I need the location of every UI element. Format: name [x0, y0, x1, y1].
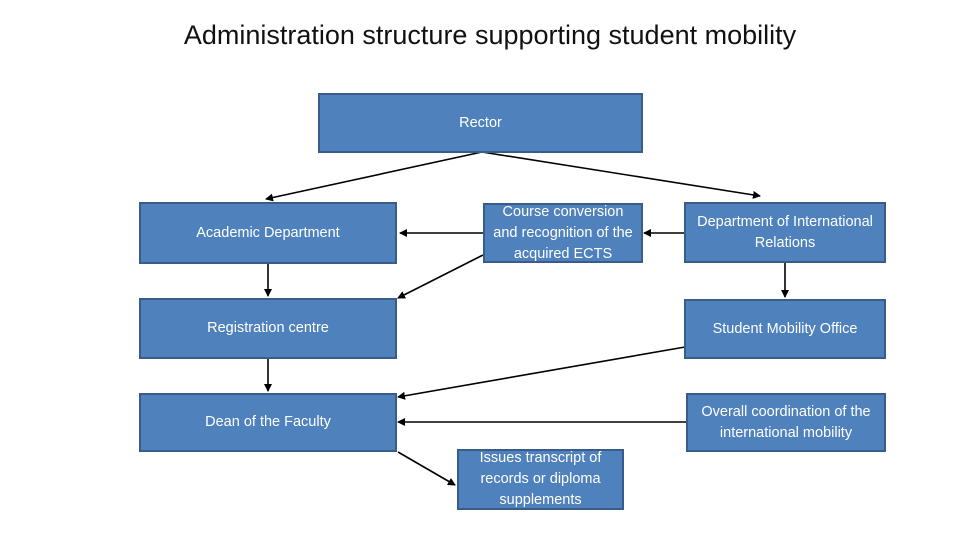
node-rector: [318, 93, 643, 153]
node-student-mobility-office-label: Student Mobility Office: [712, 320, 858, 337]
arrow-rector-to-international: [482, 152, 760, 196]
arrow-dean-to-transcript: [398, 452, 455, 485]
node-student-mobility-office: [684, 299, 886, 359]
node-issues-transcript: [457, 449, 624, 510]
node-course-conversion-label: Course conversion and recognition of the acquired ECTS: [493, 203, 633, 262]
node-registration-centre-label: Registration centre: [207, 320, 329, 336]
node-dean-of-faculty: [139, 393, 397, 452]
diagram-title: Administration structure supporting student mobility: [183, 20, 797, 50]
arrow-rector-to-academic: [266, 152, 482, 199]
node-course-conversion: [483, 203, 643, 263]
arrow-mobility-office-to-dean: [398, 347, 685, 397]
node-rector-label: Rector: [459, 114, 502, 131]
node-overall-coordination: [686, 393, 886, 452]
node-dean-of-faculty-label: Dean of the Faculty: [205, 414, 331, 430]
node-international-relations: [684, 202, 886, 263]
node-academic-department: [139, 202, 397, 264]
node-issues-transcript-label: Issues transcript of records or diploma supplements: [479, 450, 602, 508]
node-registration-centre: [139, 298, 397, 359]
arrow-course-to-registration: [398, 255, 483, 298]
node-overall-coordination-label: Overall coordination of the international mobility: [701, 403, 871, 441]
node-academic-department-label: Academic Department: [196, 224, 340, 241]
node-international-relations-label: Department of International Relations: [697, 213, 873, 251]
